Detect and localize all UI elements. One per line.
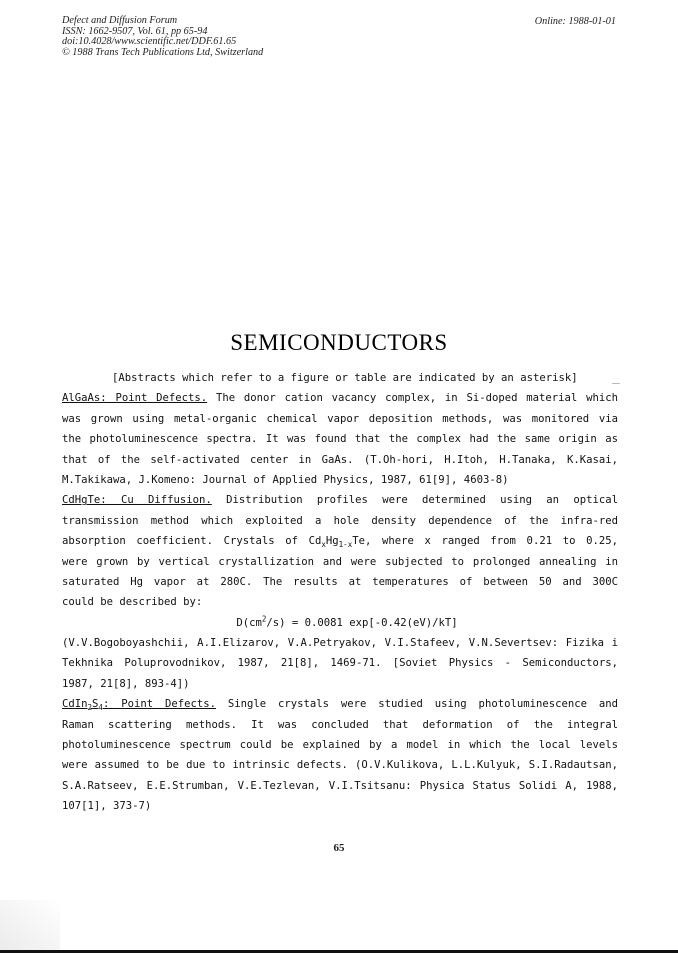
footer-rule bbox=[0, 950, 678, 953]
entry-cdhgte-line-8: Tekhnika Poluprovodnikov, 1987, 21[8], 1469-71. [Soviet Physics - Semiconductors, bbox=[62, 657, 618, 670]
entry-cdhgte-line-4: were grown by vertical crystallization and were subjected to prolonged annealing in bbox=[62, 555, 618, 568]
entry-algaas-heading: AlGaAs: Point Defects. bbox=[62, 392, 208, 405]
entry-cdhgte-line-5: saturated Hg vapor at 280C. The results at temperatures of between 50 and 300C bbox=[62, 575, 618, 588]
abstracts-body bbox=[62, 368, 618, 817]
entry-cdin2s4-heading: $CdIn_2S_4$: Point Defects. bbox=[62, 698, 216, 713]
entry-cdhgte-line-7: (V.V.Bogoboyashchii, A.I.Elizarov, V.A.Petryakov, V.I.Stafeev, V.N.Severtsev: Fizika i bbox=[62, 637, 618, 650]
entry-algaas-line-1: AlGaAs: Point Defects. The donor cation vacancy complex, in Si-doped material which bbox=[62, 392, 618, 405]
entry-cdhgte-heading: CdHgTe: Cu Diffusion. bbox=[62, 494, 212, 507]
page-title: SEMICONDUCTORS bbox=[230, 330, 448, 355]
page-number: 65 bbox=[333, 842, 345, 854]
entry-cdhgte-line-2: transmission method which exploited a hole density dependence of the infra-red bbox=[62, 514, 618, 527]
entry-algaas-line-3: the photoluminescence spectra. It was found that the complex had the same origin as bbox=[62, 433, 618, 446]
entry-algaas-line-4: that of the self-activated center in GaAs. (T.Oh-hori, H.Itoh, H.Tanaka, K.Kasai, bbox=[62, 453, 618, 466]
entry-algaas-line-2: was grown using metal-organic chemical vapor deposition methods, was monitored via bbox=[62, 412, 618, 425]
doi-line: doi:10.4028/www.scientific.net/DDF.61.65 bbox=[62, 36, 237, 48]
diffusion-equation: $D(cm^2/s) = 0.0081$ exp[-0.42(eV)/kT] bbox=[236, 614, 458, 629]
online-date: Online: 1988-01-01 bbox=[534, 16, 616, 27]
entry-cdin2s4-line-4: were assumed to be due to intrinsic defects. (O.V.Kulikova, L.L.Kulyuk, S.I.Radautsan, bbox=[62, 759, 618, 772]
entry-cdin2s4-line-3: photoluminescence spectrum could be explained by a model in which the local levels bbox=[62, 739, 618, 752]
scan-shadow bbox=[0, 900, 60, 950]
entry-cdin2s4-line-1: $CdIn_2S_4$: Point Defects. Single crystals were studied using photoluminescence and bbox=[62, 698, 618, 713]
abstracts-note: [Abstracts which refer to a figure or table are indicated by an asterisk] bbox=[112, 372, 578, 384]
entry-cdhgte-line-6: could be described by: bbox=[62, 596, 203, 609]
entry-cdhgte-line-1: CdHgTe: Cu Diffusion. Distribution profiles were determined using an optical bbox=[62, 494, 618, 507]
citation-block bbox=[62, 16, 263, 58]
journal-name: Defect and Diffusion Forum bbox=[62, 15, 178, 26]
entry-cdin2s4-line-6: 107[1], 373-7) bbox=[62, 800, 152, 813]
copyright-line: © 1988 Trans Tech Publications Ltd, Switzerland bbox=[62, 46, 264, 58]
issn-line: ISSN: 1662-9507, Vol. 61, pp 65-94 bbox=[62, 25, 208, 37]
entry-cdhgte-line-3: absorption coefficient. Crystals of $Cd_xHg_{1-x}Te$, where x ranged from 0.21 to 0.25, bbox=[62, 535, 618, 550]
entry-cdhgte-line-9: 1987, 21[8], 893-4]) bbox=[62, 677, 190, 690]
entry-cdin2s4-line-5: S.A.Ratseev, E.E.Strumban, V.E.Tezlevan, V.I.Tsitsanu: Physica Status Solidi A, 1988, bbox=[62, 779, 618, 792]
entry-algaas-line-5: M.Takikawa, J.Komeno: Journal of Applied Physics, 1987, 61[9], 4603-8) bbox=[62, 473, 509, 486]
entry-cdin2s4-line-2: Raman scattering methods. It was concluded that deformation of the integral bbox=[62, 718, 618, 731]
